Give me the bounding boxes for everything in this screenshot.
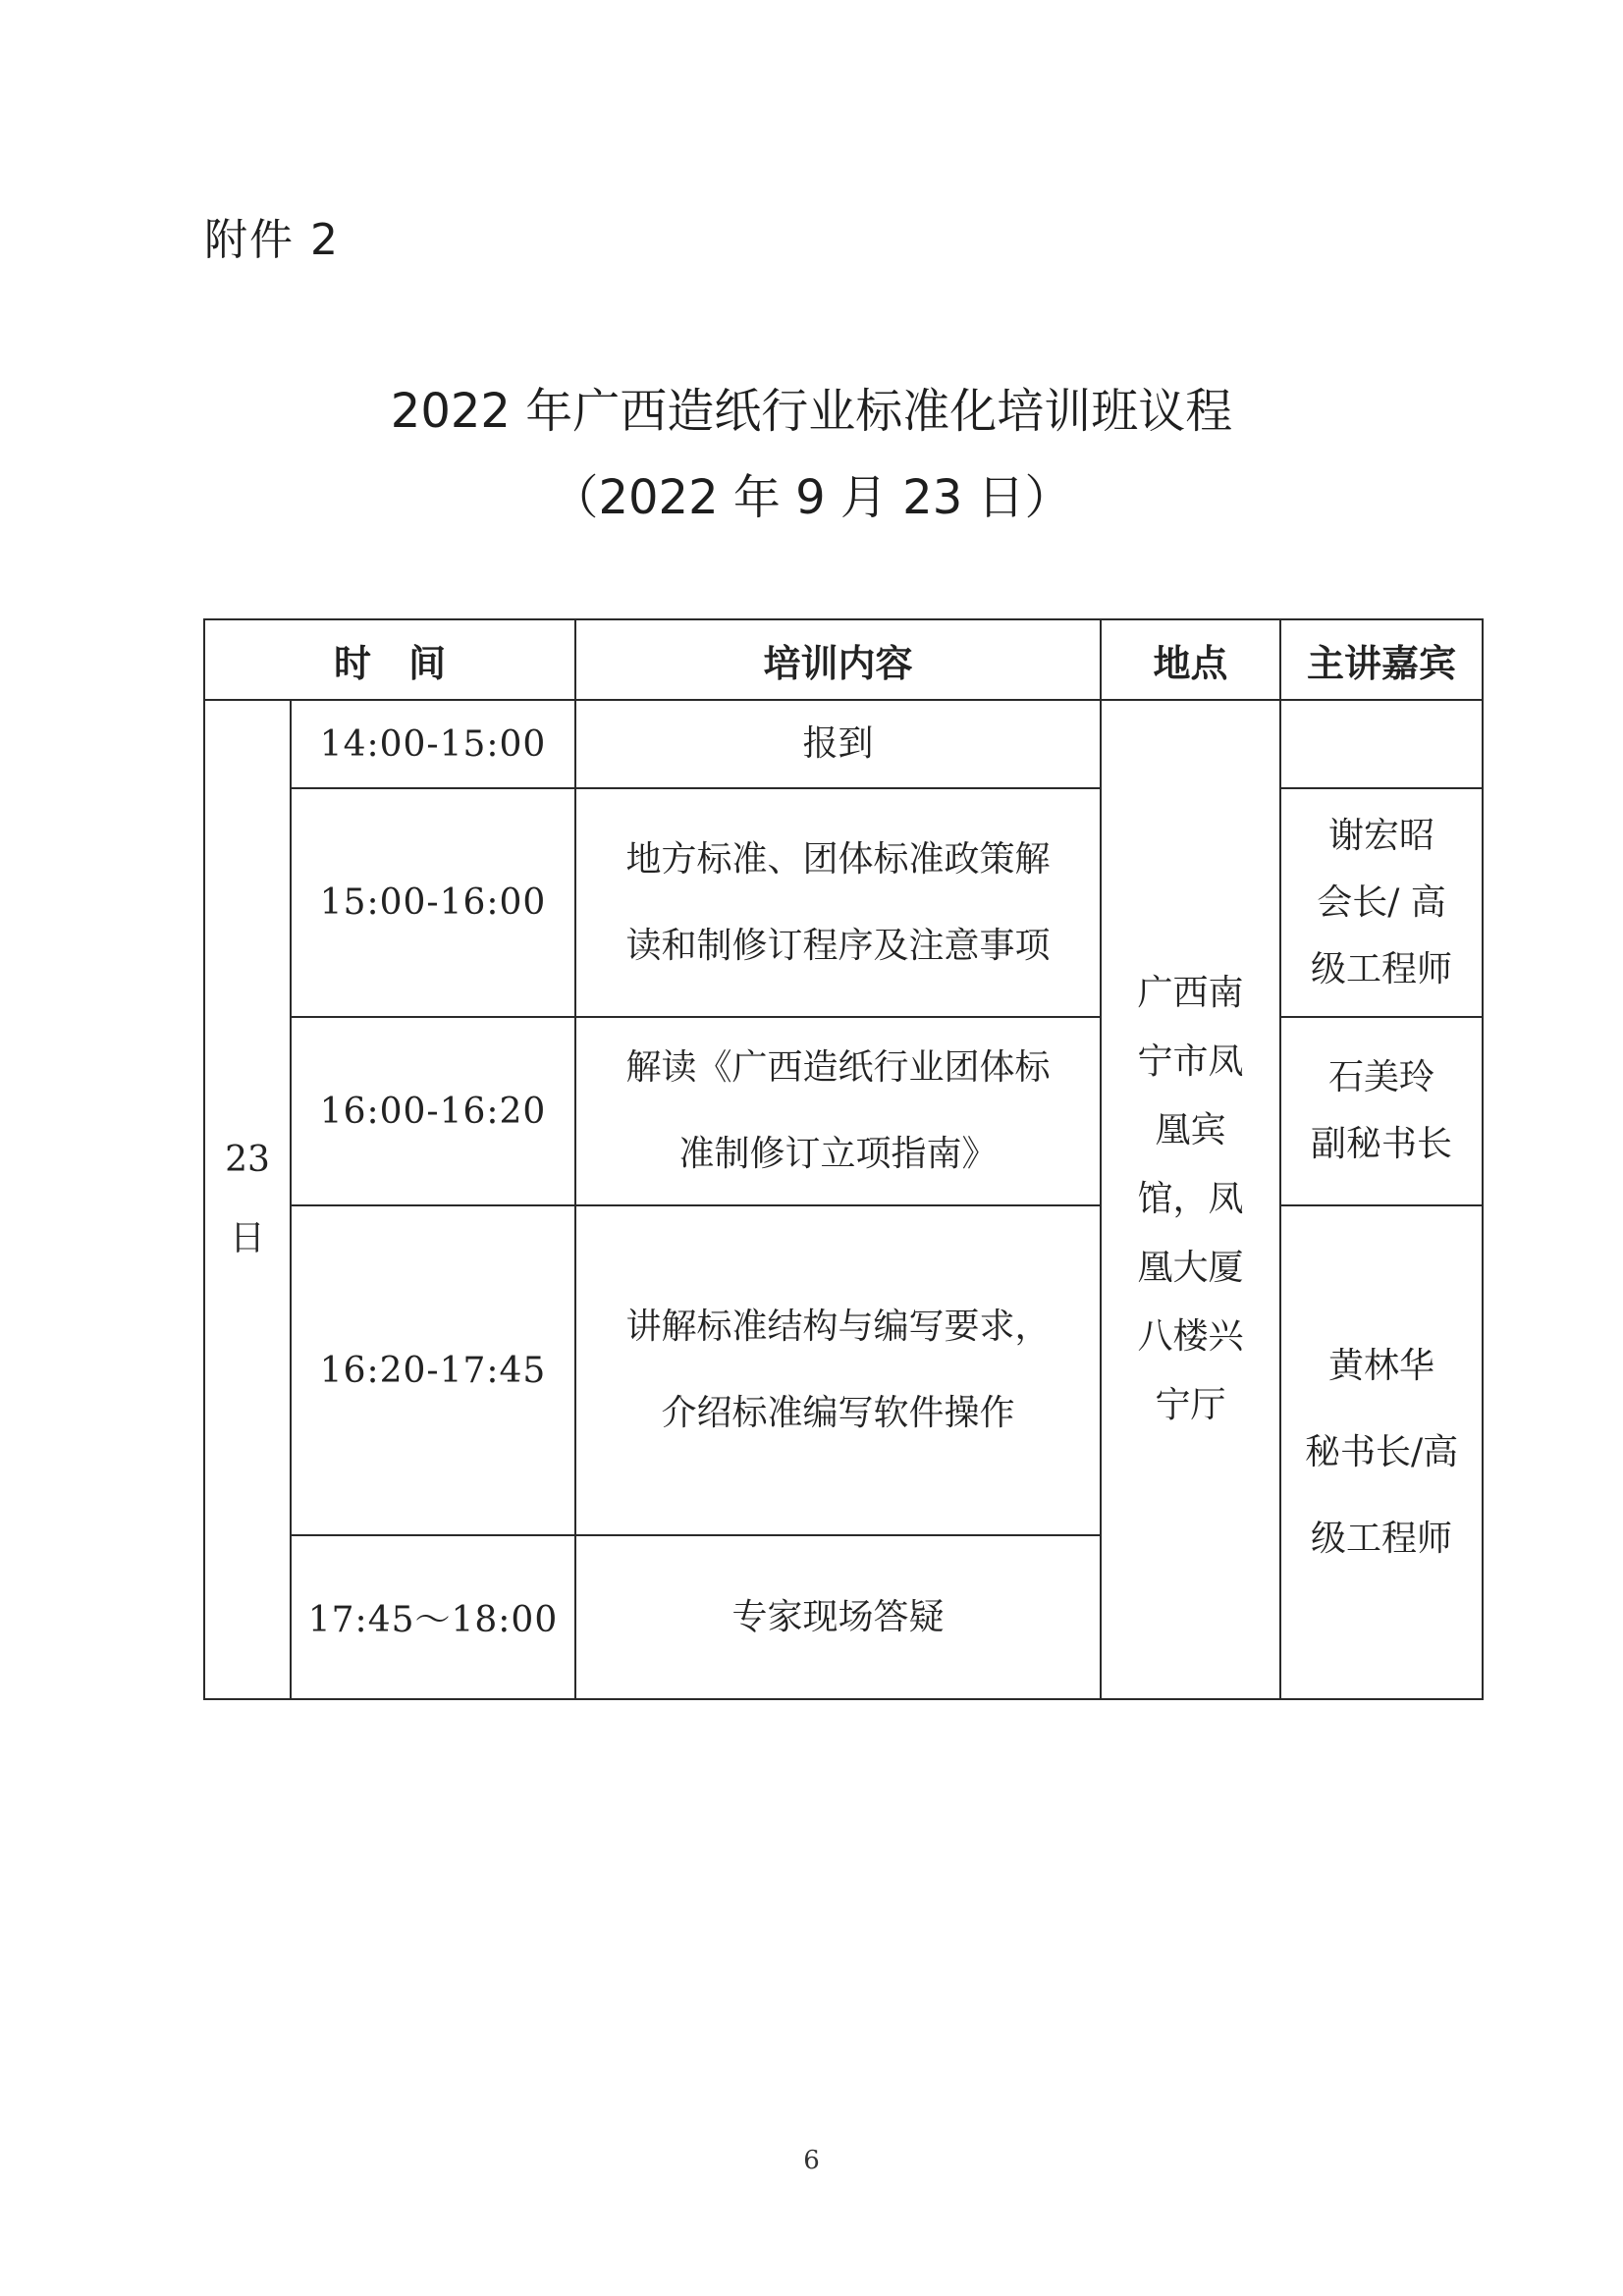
speaker-cell: 黄林华 秘书长/高 级工程师 — [1280, 1205, 1483, 1699]
header-speaker: 主讲嘉宾 — [1280, 619, 1483, 700]
time-cell: 16:20-17:45 — [291, 1205, 575, 1535]
time-cell: 15:00-16:00 — [291, 788, 575, 1017]
time-cell: 17:45～18:00 — [291, 1535, 575, 1699]
document-title: 2022 年广西造纸行业标准化培训班议程 — [390, 384, 1233, 439]
content-cell: 地方标准、团体标准政策解 读和制修订程序及注意事项 — [575, 788, 1101, 1017]
speaker-cell — [1280, 700, 1483, 788]
time-cell: 16:00-16:20 — [291, 1017, 575, 1205]
content-cell: 专家现场答疑 — [575, 1535, 1101, 1699]
table-row — [204, 700, 1483, 788]
day-cell: 23 日 — [204, 700, 291, 1699]
venue-cell: 广西南 宁市凤 凰宾 馆，凤 凰大厦 八楼兴 宁厅 — [1101, 700, 1280, 1699]
table-row — [204, 1017, 1483, 1205]
header-venue: 地点 — [1101, 619, 1280, 700]
page-number: 6 — [803, 2146, 820, 2175]
attachment-label: 附件 2 — [204, 215, 340, 265]
speaker-cell: 石美玲 副秘书长 — [1280, 1017, 1483, 1205]
agenda-table — [203, 618, 1484, 1700]
table-row — [204, 788, 1483, 1017]
header-content: 培训内容 — [575, 619, 1101, 700]
content-cell: 解读《广西造纸行业团体标 准制修订立项指南》 — [575, 1017, 1101, 1205]
header-time: 时 间 — [204, 619, 575, 700]
time-cell: 14:00-15:00 — [291, 700, 575, 788]
table-row — [204, 1205, 1483, 1535]
content-cell: 讲解标准结构与编写要求， 介绍标准编写软件操作 — [575, 1205, 1101, 1535]
content-cell: 报到 — [575, 700, 1101, 788]
table-header-row — [204, 619, 1483, 700]
document-subtitle: （2022 年 9 月 23 日） — [551, 470, 1072, 525]
speaker-cell: 谢宏昭 会长/ 高 级工程师 — [1280, 788, 1483, 1017]
